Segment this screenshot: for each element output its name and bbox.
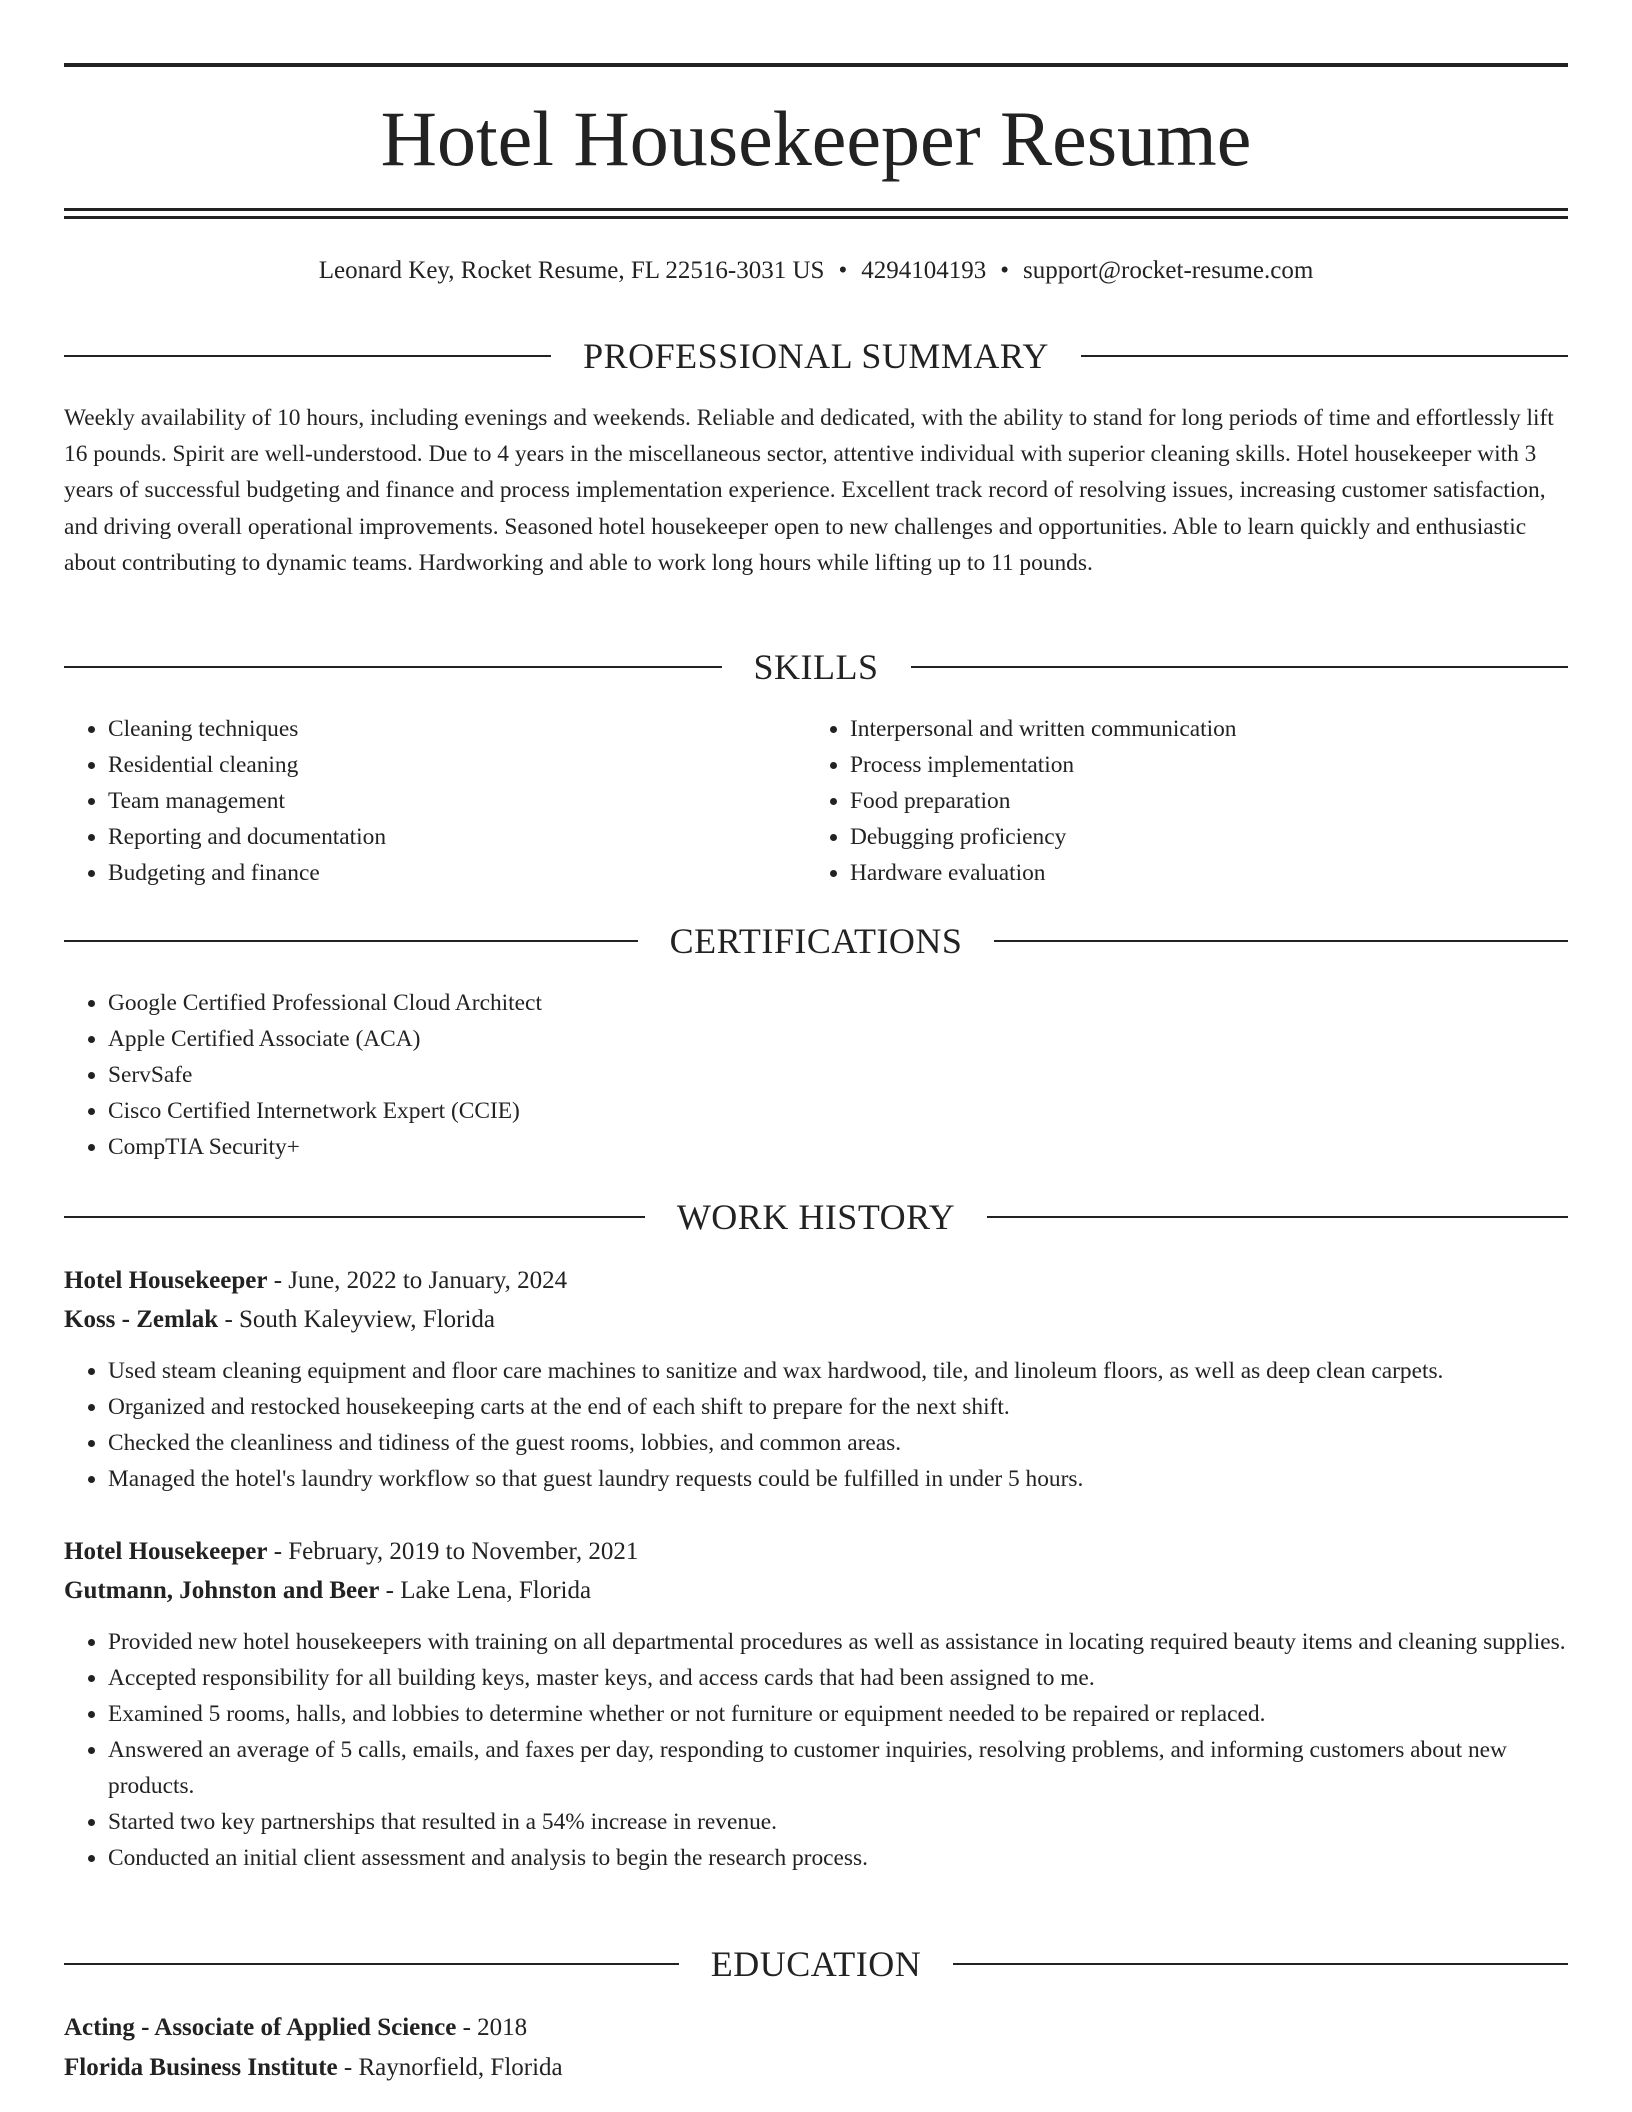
job-duty: • Answered an average of 5 calls, emails, and faxes per day, responding to customer inquiries, resolving problems, and informing customers about new products.: [108, 1732, 1568, 1804]
education-heading-label: EDUCATION: [710, 1944, 922, 1984]
skill-item: • Residential cleaning: [108, 747, 764, 783]
heading-rule-right: [953, 1963, 1568, 1965]
skills-list-left: [64, 711, 764, 891]
summary-heading-label: PROFESSIONAL SUMMARY: [583, 336, 1049, 376]
heading-rule-left: [64, 1216, 645, 1218]
skill-item: • Hardware evaluation: [850, 855, 1506, 891]
education-entry: [64, 2008, 1568, 2088]
job-duty: • Managed the hotel's laundry workflow so that guest laundry requests could be fulfilled in under 5 hours.: [108, 1461, 1568, 1497]
skills-right-column: [806, 711, 1506, 891]
skill-item: • Debugging proficiency: [850, 819, 1506, 855]
skill-item: • Process implementation: [850, 747, 1506, 783]
contact-email: support@rocket-resume.com: [1022, 257, 1314, 284]
job-duty: • Organized and restocked housekeeping carts at the end of each shift to prepare for the next shift.: [108, 1389, 1568, 1425]
certifications-heading: [64, 919, 1568, 963]
heading-rule-right: [994, 940, 1568, 942]
job-title: Hotel Housekeeper: [64, 1267, 268, 1294]
certification-item: • Cisco Certified Internetwork Expert (CCIE): [108, 1093, 1568, 1129]
certification-item: • ServSafe: [108, 1057, 1568, 1093]
job-title: Hotel Housekeeper: [64, 1538, 268, 1565]
certification-item: • Google Certified Professional Cloud Architect: [108, 985, 1568, 1021]
skill-item: • Team management: [108, 783, 764, 819]
heading-rule-right: [1081, 355, 1568, 357]
contact-phone: 4294104193: [861, 257, 987, 284]
title-rule-lower: [64, 216, 1568, 219]
contact-separator: •: [838, 257, 848, 284]
certification-item: • CompTIA Security+: [108, 1129, 1568, 1165]
job-location: Lake Lena, Florida: [400, 1577, 592, 1604]
job-company: Koss - Zemlak: [64, 1306, 219, 1333]
job-title-line: Hotel Housekeeper - June, 2022 to January, 2024: [64, 1267, 568, 1294]
job-entry: [64, 1261, 1568, 1497]
job-duties-list: [64, 1624, 1568, 1876]
job-company-line: Koss - Zemlak - South Kaleyview, Florida: [64, 1306, 495, 1333]
job-duty: • Conducted an initial client assessment and analysis to begin the research process.: [108, 1840, 1568, 1876]
job-company-line: Gutmann, Johnston and Beer - Lake Lena, Florida: [64, 1577, 592, 1604]
job-entry: [64, 1532, 1568, 1876]
heading-rule-right: [987, 1216, 1568, 1218]
heading-rule-right: [911, 666, 1569, 668]
contact-line: [64, 254, 1568, 288]
job-company: Gutmann, Johnston and Beer: [64, 1577, 380, 1604]
education-location: Raynorfield, Florida: [358, 2054, 563, 2081]
work-history-heading-label: WORK HISTORY: [676, 1197, 956, 1237]
skills-list-right: [806, 711, 1506, 891]
skills-left-column: [64, 711, 764, 891]
job-duty: • Provided new hotel housekeepers with training on all departmental procedures as well as assistance in locating required beauty items and cleaning supplies.: [108, 1624, 1568, 1660]
skills-heading: [64, 645, 1568, 689]
job-location: South Kaleyview, Florida: [239, 1306, 495, 1333]
job-dates: June, 2022 to January, 2024: [288, 1267, 568, 1294]
contact-address: Leonard Key, Rocket Resume, FL 22516-3031 US: [318, 257, 825, 284]
page-title: Hotel Housekeeper Resume: [380, 95, 1252, 182]
certifications-list: [64, 985, 1568, 1165]
skill-item: • Cleaning techniques: [108, 711, 764, 747]
skill-item: • Food preparation: [850, 783, 1506, 819]
job-duties-list: [64, 1353, 1568, 1497]
education-school: Florida Business Institute: [64, 2054, 338, 2081]
heading-rule-left: [64, 666, 722, 668]
heading-rule-left: [64, 1963, 679, 1965]
job-duty: • Accepted responsibility for all building keys, master keys, and access cards that had been assigned to me.: [108, 1660, 1568, 1696]
job-duty: • Used steam cleaning equipment and floor care machines to sanitize and wax hardwood, tile, and linoleum floors, as well as deep clean carpets.: [108, 1353, 1568, 1389]
job-dates: February, 2019 to November, 2021: [288, 1538, 639, 1565]
job-title-line: Hotel Housekeeper - February, 2019 to November, 2021: [64, 1538, 639, 1565]
education-degree: Acting - Associate of Applied Science: [64, 2014, 457, 2041]
job-duty: • Examined 5 rooms, halls, and lobbies to determine whether or not furniture or equipment needed to be repaired or replaced.: [108, 1696, 1568, 1732]
work-history-heading: [64, 1195, 1568, 1239]
title-rule-upper: [64, 208, 1568, 211]
education-school-line: Florida Business Institute - Raynorfield, Florida: [64, 2054, 563, 2081]
summary-heading: [64, 334, 1568, 378]
skill-item: • Reporting and documentation: [108, 819, 764, 855]
heading-rule-left: [64, 940, 638, 942]
certifications-heading-label: CERTIFICATIONS: [669, 921, 963, 961]
summary-text: Weekly availability of 10 hours, including evenings and weekends. Reliable and dedicated, with the ability to stand for long periods of time and effortlessly lift 16 pounds. Spirit are well-understood. Due to 4 years in the miscellaneous sector, attentive individual with superior cleaning skills. Hotel housekeeper with 3 years of successful budgeting and finance and process implementation experience. Excellent track record of resolving issues, increasing customer satisfaction, and driving overall operational improvements. Seasoned hotel housekeeper open to new challenges and opportunities. Able to learn quickly and enthusiastic about contributing to dynamic teams. Hardworking and able to work long hours while lifting up to 11 pounds.: [64, 405, 1554, 576]
education-heading: [64, 1942, 1568, 1986]
education-degree-line: Acting - Associate of Applied Science - 2018: [64, 2014, 528, 2041]
job-duty: • Checked the cleanliness and tidiness of the guest rooms, lobbies, and common areas.: [108, 1425, 1568, 1461]
skills-heading-label: SKILLS: [753, 647, 879, 687]
certification-item: • Apple Certified Associate (ACA): [108, 1021, 1568, 1057]
skill-item: • Budgeting and finance: [108, 855, 764, 891]
education-year: 2018: [477, 2014, 528, 2041]
job-duty: • Started two key partnerships that resulted in a 54% increase in revenue.: [108, 1804, 1568, 1840]
heading-rule-left: [64, 355, 551, 357]
top-rule: [64, 63, 1568, 67]
certifications-block: [64, 985, 1568, 1165]
skill-item: • Interpersonal and written communication: [850, 711, 1506, 747]
contact-separator: •: [1000, 257, 1009, 284]
